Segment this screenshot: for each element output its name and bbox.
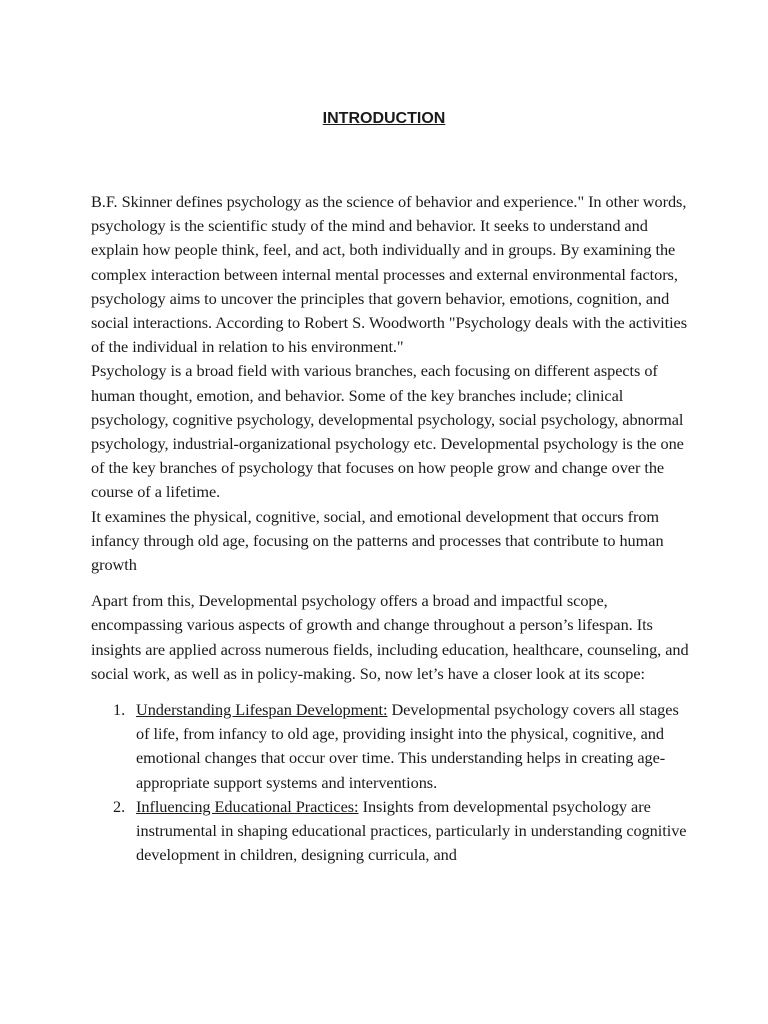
list-item-number: 2. xyxy=(113,796,126,816)
paragraph-skinner-definition: B.F. Skinner defines psychology as the science of behavior and experience." In other words, psychology is the scientific study of the mind and behavior. It seeks to understand and explain how people think, feel, and act, both individually and in groups. By examining the complex interaction between internal mental processes and external environmental factors, psychology aims to uncover the principles that govern behavior, emotions, cognition, and social interactions. According to Robert S. Woodworth "Psychology deals with the activities of the individual in relation to his environment." xyxy=(91,192,688,357)
page-title: INTRODUCTION xyxy=(322,110,446,127)
document-body xyxy=(91,190,691,867)
paragraph-spacer xyxy=(91,686,691,698)
list-item-term: Understanding Lifespan Development: xyxy=(136,700,388,720)
list-item-term: Influencing Educational Practices: xyxy=(136,796,359,816)
list-item xyxy=(91,698,691,795)
paragraph-examines: It examines the physical, cognitive, social, and emotional development that occurs from infancy through old age, focusing on the patterns and processes that contribute to human growth xyxy=(91,506,664,575)
list-item-text: Developmental psychology covers all stages of life, from infancy to old age, providing insight into the physical, cognitive, and emotional changes that occur over time. This understanding helps in creating age-appropriate support systems and interventions. xyxy=(136,700,679,792)
paragraph-spacer xyxy=(91,577,691,589)
list-item xyxy=(91,795,691,868)
paragraph-scope-intro: Apart from this, Developmental psychology offers a broad and impactful scope, encompassing various aspects of growth and change throughout a person’s lifespan. Its insights are applied across numerous fields, including education, healthcare, counseling, and social work, as well as in policy-making. So, now let’s have a closer look at its scope: xyxy=(91,591,689,683)
paragraph-branches: Psychology is a broad field with various branches, each focusing on different aspects of human thought, emotion, and behavior. Some of the key branches include; clinical psychology, cognitive psychology, developmental psychology, social psychology, abnormal psychology, industrial-organizational psychology etc. Developmental psychology is the one of the key branches of psychology that focuses on how people grow and change over the course of a lifetime. xyxy=(91,361,684,502)
scope-list xyxy=(91,698,691,867)
list-item-text: Insights from developmental psychology are instrumental in shaping educational practices, particularly in understanding cognitive development in children, designing curricula, and xyxy=(136,796,687,865)
list-item-number: 1. xyxy=(113,700,126,720)
